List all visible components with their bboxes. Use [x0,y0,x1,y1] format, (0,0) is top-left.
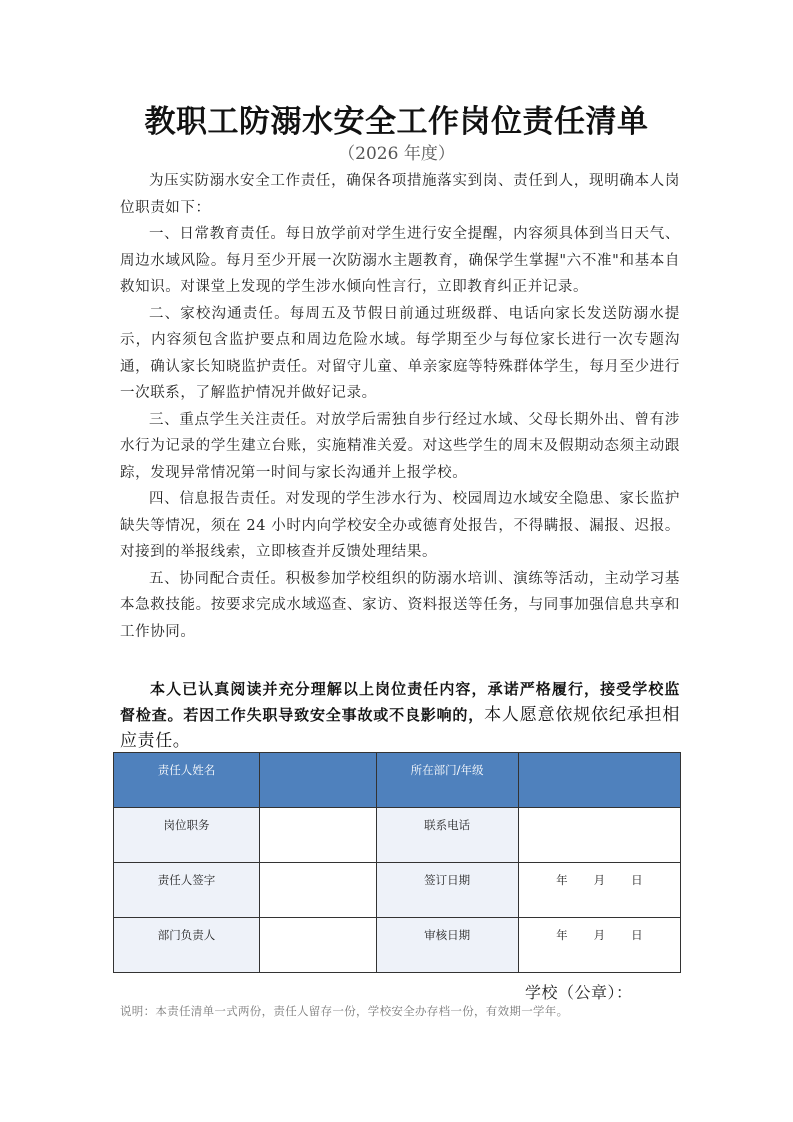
date-month-unit: 月 [593,873,606,887]
department-label: 所在部门/年级 [376,753,518,808]
department-field[interactable] [518,753,680,808]
pledge-text-part2: 本人愿意依规依纪承担相应责任。 [120,705,680,751]
responsible-name-label: 责任人姓名 [114,753,260,808]
dept-head-field[interactable] [260,918,376,973]
date-year-unit: 年 [556,928,568,942]
signature-label: 责任人签字 [114,863,260,918]
duty-item-1: 一、日常教育责任。每日放学前对学生进行安全提醒，内容须具体到当日天气、周边水域风险。每月至少开展一次防溺水主题教育，确保学生掌握"六不准"和基本自救知识。对课堂上发现的学生涉水倾向性言行，立即教育纠正并记录。 [120,226,680,295]
document-title: 教职工防溺水安全工作岗位责任清单 [144,104,649,140]
duty-item-5: 五、协同配合责任。积极参加学校组织的防溺水培训、演练等活动，主动学习基本急救技能。按要求完成水域巡查、家访、资料报送等任务，与同事加强信息共享和工作协同。 [120,570,680,640]
position-field[interactable] [260,808,376,863]
responsible-name-field[interactable] [260,753,376,808]
school-seal-label: 学校（公章）： [525,983,633,1002]
intro-paragraph: 为压实防溺水安全工作责任，确保各项措施落实到岗、责任到人，现明确本人岗位职责如下： [120,173,680,216]
table-row [114,863,681,918]
date-year-unit: 年 [556,873,568,887]
pledge-text-part1: 本人已认真阅读并充分理解以上岗位责任内容，承诺严格履行，接受学校监督检查。若因工作失职导致安全事故或不良影响的， [120,680,680,724]
duty-item-3: 三、重点学生关注责任。对放学后需独自步行经过水域、父母长期外出、曾有涉水行为记录的学生建立台账，实施精准关爱。对这些学生的周末及假期动态须主动跟踪，发现异常情况第一时间与家长沟通并上报学校。 [120,411,680,481]
signature-field[interactable] [260,863,376,918]
duty-item-4: 四、信息报告责任。对发现的学生涉水行为、校园周边水域安全隐患、家长监护缺失等情况，须在 24 小时内向学校安全办或德育处报告，不得瞒报、漏报、迟报。对接到的举报线索，立即核查并反馈处理结果。 [120,491,680,560]
document-year: （2026 年度） [338,144,455,164]
phone-field[interactable] [518,808,680,863]
document-body [120,168,680,645]
date-month-unit: 月 [593,928,606,942]
date-day-unit: 日 [631,873,643,887]
review-date-field[interactable] [518,918,680,973]
position-label: 岗位职务 [114,808,260,863]
date-day-unit: 日 [631,928,643,942]
table-row [114,808,681,863]
sign-date-field[interactable] [518,863,680,918]
review-date-label: 审核日期 [376,918,518,973]
pledge-statement [120,676,680,754]
table-row [114,918,681,973]
dept-head-label: 部门负责人 [114,918,260,973]
table-row [114,753,681,808]
footnote: 说明：本责任清单一式两份，责任人留存一份，学校安全办存档一份，有效期一学年。 [120,1004,569,1018]
sign-date-label: 签订日期 [376,863,518,918]
responsibility-info-table [113,752,681,973]
duty-item-2: 二、家校沟通责任。每周五及节假日前通过班级群、电话向家长发送防溺水提示，内容须包含监护要点和周边危险水域。每学期至少与每位家长进行一次专题沟通，确认家长知晓监护责任。对留守儿童、单亲家庭等特殊群体学生，每月至少进行一次联系，了解监护情况并做好记录。 [120,305,680,401]
phone-label: 联系电话 [376,808,518,863]
